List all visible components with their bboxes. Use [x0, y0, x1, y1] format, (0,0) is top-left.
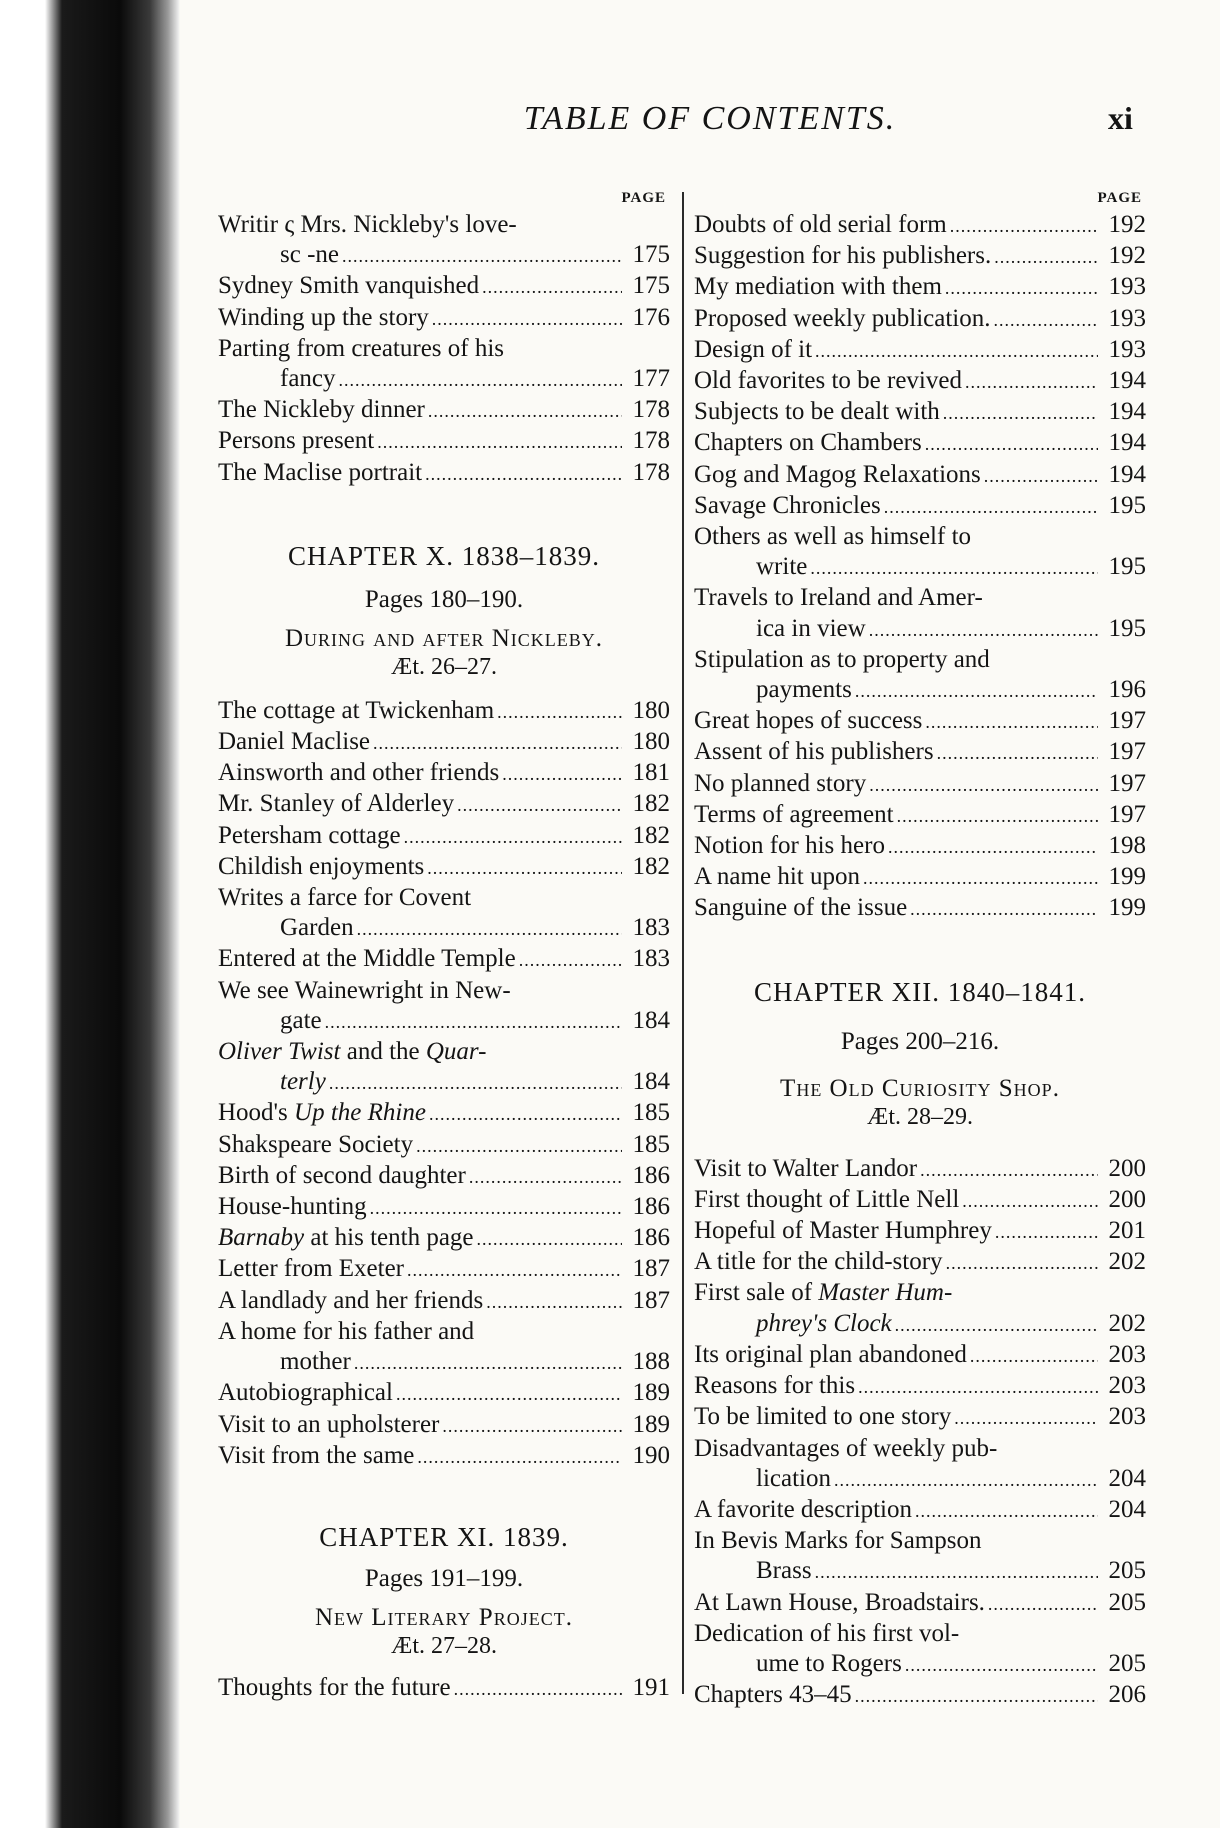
page-title: TABLE OF CONTENTS. [523, 100, 897, 137]
toc-entry: A landlady and her friends ..... 187 [218, 1286, 670, 1317]
toc-entry: Writes a farce for Covent Garden ..... 183 [218, 883, 670, 944]
chapter-page-range: Pages 200–216. [840, 1027, 1000, 1055]
toc-entry: Visit to Walter Landor ..... 200 [694, 1154, 1146, 1185]
toc-entry: Savage Chronicles ..... 195 [694, 491, 1146, 522]
toc-entry: In Bevis Marks for Sampson Brass ..... 205 [694, 1526, 1146, 1587]
toc-entry: Birth of second daughter ..... 186 [218, 1161, 670, 1192]
chapter-age: Æt. 26–27. [390, 653, 497, 680]
toc-entry: Chapters on Chambers ..... 194 [694, 428, 1146, 459]
toc-entry: The cottage at Twickenham ..... 180 [218, 696, 670, 727]
toc-entry: To be limited to one story ..... 203 [694, 1402, 1146, 1433]
toc-entry: Others as well as himself to write ..... 195 [694, 522, 1146, 583]
toc-entry: Thoughts for the future ..... 191 [218, 1673, 670, 1704]
page-column-label: PAGE [1097, 190, 1142, 206]
toc-entry: Petersham cottage ..... 182 [218, 821, 670, 852]
toc-entry: Writir ς Mrs. Nickleby's love- sc -ne ..... 175 [218, 210, 670, 271]
toc-entry: Doubts of old serial form ..... 192 [694, 210, 1146, 241]
toc-entry: First thought of Little Nell ..... 200 [694, 1185, 1146, 1216]
chapter-heading: CHAPTER XI. 1839. [319, 1521, 569, 1552]
chapter-page-range: Pages 191–199. [364, 1564, 524, 1592]
toc-entry: Travels to Ireland and Amer- ica in view ..... 195 [694, 583, 1146, 644]
toc-entry: Stipulation as to property and payments ..... 196 [694, 645, 1146, 706]
toc-entry: A favorite description ..... 204 [694, 1495, 1146, 1526]
toc-entry: Assent of his publishers ..... 197 [694, 737, 1146, 768]
toc-entry: Barnaby at his tenth page ..... 186 [218, 1223, 670, 1254]
toc-entry: At Lawn House, Broadstairs. ..... 205 [694, 1588, 1146, 1619]
toc-entry: We see Wainewright in New- gate ..... 184 [218, 976, 670, 1037]
toc-entry: Letter from Exeter ..... 187 [218, 1254, 670, 1285]
right-column [694, 190, 1146, 1711]
toc-entry: Suggestion for his publishers. ..... 192 [694, 241, 1146, 272]
toc-entry: Ainsworth and other friends ..... 181 [218, 758, 670, 789]
toc-entry: Its original plan abandoned ..... 203 [694, 1340, 1146, 1371]
toc-entry: Parting from creatures of his fancy ..... 177 [218, 334, 670, 395]
toc-entry: Gog and Magog Relaxations ..... 194 [694, 460, 1146, 491]
toc-entry: House-hunting ..... 186 [218, 1192, 670, 1223]
toc-entry: Dedication of his first vol- ume to Rogers ..... 205 [694, 1619, 1146, 1680]
book-spine-shadow [0, 0, 180, 1828]
toc-entry: Subjects to be dealt with ..... 194 [694, 397, 1146, 428]
toc-entry: Winding up the story ..... 176 [218, 303, 670, 334]
chapter-title: The Old Curiosity Shop. [780, 1074, 1060, 1102]
toc-entry: Sydney Smith vanquished ..... 175 [218, 271, 670, 302]
column-divider [682, 192, 684, 1694]
toc-entry: Design of it ..... 193 [694, 335, 1146, 366]
chapter-age: Æt. 28–29. [866, 1103, 973, 1130]
toc-entry: Disadvantages of weekly pub- lication ..... 204 [694, 1434, 1146, 1495]
toc-entry: Old favorites to be revived ..... 194 [694, 366, 1146, 397]
toc-entry: Notion for his hero ..... 198 [694, 831, 1146, 862]
toc-entry: Persons present ..... 178 [218, 426, 670, 457]
toc-entry: Great hopes of success ..... 197 [694, 706, 1146, 737]
toc-entry: Childish enjoyments ..... 182 [218, 852, 670, 883]
toc-entry: First sale of Master Hum- phrey's Clock ..... 202 [694, 1278, 1146, 1339]
toc-entry: Terms of agreement ..... 197 [694, 800, 1146, 831]
chapter-age: Æt. 27–28. [390, 1632, 497, 1659]
chapter-title: New Literary Project. [315, 1603, 573, 1631]
toc-entry: Mr. Stanley of Alderley ..... 182 [218, 789, 670, 820]
chapter-title: During and after Nickleby. [284, 624, 604, 652]
toc-entry: Visit to an upholsterer ..... 189 [218, 1410, 670, 1441]
toc-entry: The Nickleby dinner ..... 178 [218, 395, 670, 426]
toc-entry: A name hit upon ..... 199 [694, 862, 1146, 893]
toc-entry: Reasons for this ..... 203 [694, 1371, 1146, 1402]
toc-entry: Entered at the Middle Temple ..... 183 [218, 944, 670, 975]
toc-entry: Hood's Up the Rhine ..... 185 [218, 1098, 670, 1129]
toc-entry: Sanguine of the issue ..... 199 [694, 893, 1146, 924]
toc-entry: Shakspeare Society ..... 185 [218, 1130, 670, 1161]
toc-entry: My mediation with them ..... 193 [694, 272, 1146, 303]
toc-entry: The Maclise portrait ..... 178 [218, 458, 670, 489]
page-number: xi [1108, 100, 1133, 136]
toc-entry: Autobiographical ..... 189 [218, 1378, 670, 1409]
toc-entry: Chapters 43–45 ..... 206 [694, 1680, 1146, 1711]
chapter-heading: CHAPTER X. 1838–1839. [287, 540, 600, 571]
left-column [218, 190, 670, 1704]
toc-entry: Visit from the same ..... 190 [218, 1441, 670, 1472]
toc-entry: Hopeful of Master Humphrey ..... 201 [694, 1216, 1146, 1247]
toc-entry: No planned story ..... 197 [694, 769, 1146, 800]
toc-entry: Daniel Maclise ..... 180 [218, 727, 670, 758]
toc-entry: Oliver Twist and the Quar- terly ..... 184 [218, 1037, 670, 1098]
toc-entry: A home for his father and mother ..... 188 [218, 1317, 670, 1378]
toc-entry: A title for the child-story ..... 202 [694, 1247, 1146, 1278]
chapter-heading: CHAPTER XII. 1840–1841. [754, 976, 1086, 1007]
chapter-page-range: Pages 180–190. [364, 585, 524, 613]
toc-entry: Proposed weekly publication. ..... 193 [694, 304, 1146, 335]
page-column-label: PAGE [621, 190, 666, 206]
